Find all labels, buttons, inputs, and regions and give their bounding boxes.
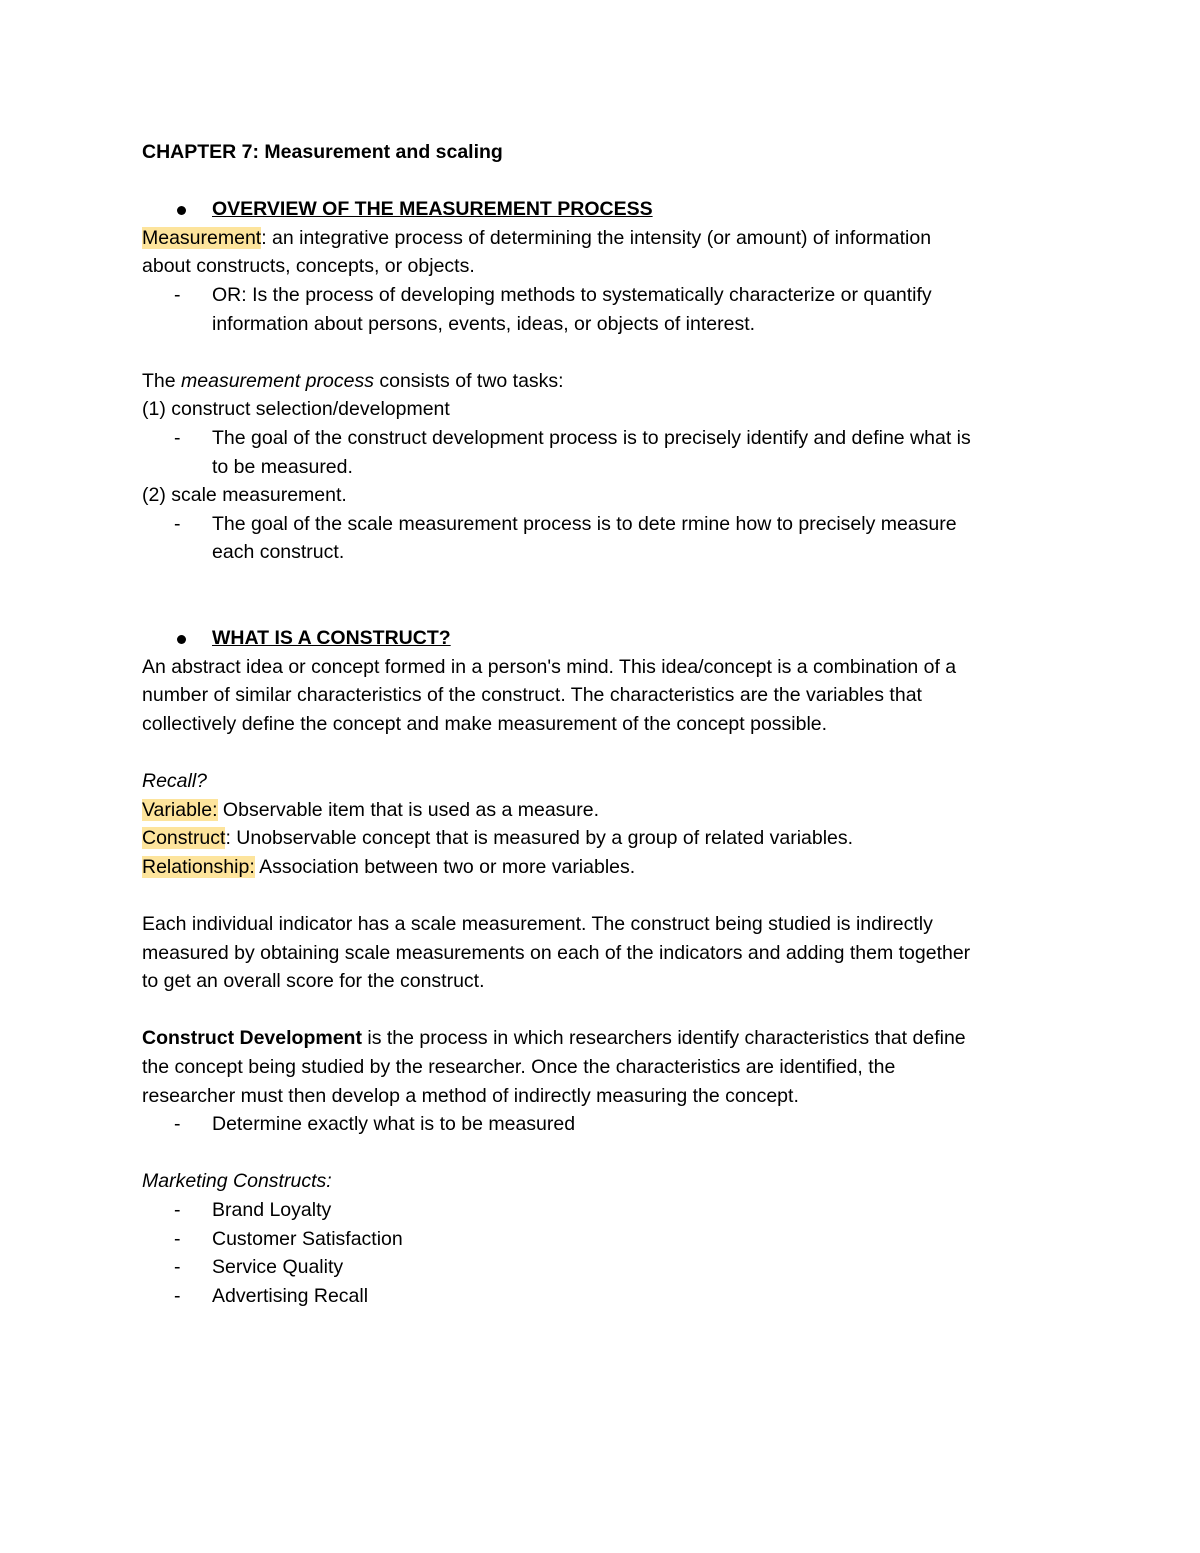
definition-text: Association between two or more variables. [254,855,636,878]
construct-development-line1 [142,1024,1072,1053]
chapter-title: CHAPTER 7: Measurement and scaling [142,141,503,163]
dash-marker: - [174,512,181,535]
construct-development-line2: the concept being studied by the researcher. Once the characteristics are identified, the [142,1056,896,1078]
dash-marker: - [174,283,181,306]
dash-item-determine [142,1110,1072,1139]
dash-text-line: each construct. [212,541,345,564]
dash-marker: - [174,426,181,449]
construct-para-line2: number of similar characteristics of the construct. The characteristics are the variables that [142,684,922,707]
dash-text-line: Determine exactly what is to be measured [212,1113,576,1136]
definition-text: : an integrative process of determining the intensity (or amount) of information [261,226,932,249]
list-item-text: Advertising Recall [212,1284,369,1307]
section-heading-text: OVERVIEW OF THE MEASUREMENT PROCESS [212,198,653,221]
bold-term: Construct Development [142,1027,362,1050]
list-item [142,1196,1072,1225]
list-item-text: Service Quality [212,1256,344,1279]
measurement-definition-line2: about constructs, concepts, or objects. [142,255,475,278]
task-1: (1) construct selection/development [142,398,450,421]
spacer [142,738,1072,767]
dash-text-line: information about persons, events, ideas, or objects of interest. [212,312,756,335]
spacer [142,338,1072,367]
construct-para-line3: collectively define the concept and make measurement of the concept possible. [142,712,828,735]
highlighted-term: Variable: [142,798,218,821]
spacer [142,567,1072,596]
highlighted-term: Construct [142,827,226,850]
spacer [142,1139,1072,1168]
document-content [142,138,1072,1310]
definition-text: is the process in which researchers identify characteristics that define [361,1027,966,1050]
bullet-icon [177,206,186,215]
list-item-text: Brand Loyalty [212,1198,332,1221]
dash-marker: - [174,1113,181,1136]
spacer [142,167,1072,196]
dash-item-task2 [142,510,1072,567]
highlighted-term: Relationship: [142,855,255,878]
text-run: The [142,369,182,392]
dash-text-line: The goal of the scale measurement process is to dete rmine how to precisely measure [212,512,957,535]
text-run: consists of two tasks: [373,369,564,392]
section-heading-overview [142,195,1072,224]
spacer [142,881,1072,910]
indicator-para-line2: measured by obtaining scale measurements on each of the indicators and adding them together [142,941,971,964]
construct-para-line1: An abstract idea or concept formed in a person's mind. This idea/concept is a combination of a [142,655,957,678]
bullet-icon [177,635,186,644]
indicator-para-line1: Each individual indicator has a scale measurement. The construct being studied is indirectly [142,913,933,936]
tasks-intro [142,367,1072,396]
relationship-definition [142,853,1072,882]
dash-marker: - [174,1256,181,1279]
construct-development-line3: researcher must then develop a method of indirectly measuring the concept. [142,1084,799,1107]
dash-item-or [142,281,1072,338]
dash-text-line: The goal of the construct development process is to precisely identify and define what is [212,426,971,449]
variable-definition [142,796,1072,825]
list-item [142,1253,1072,1282]
list-item-text: Customer Satisfaction [212,1227,403,1250]
section-heading-text: WHAT IS A CONSTRUCT? [212,627,451,650]
task-2: (2) scale measurement. [142,484,347,507]
dash-text-line: OR: Is the process of developing methods to systematically characterize or quantify [212,283,932,306]
list-item [142,1282,1072,1311]
dash-text-line: to be measured. [212,455,353,478]
marketing-constructs-heading: Marketing Constructs: [142,1170,332,1193]
indicator-para-line3: to get an overall score for the construct. [142,970,485,993]
construct-definition [142,824,1072,853]
section-heading-construct [142,624,1072,653]
list-item [142,1225,1072,1254]
definition-text: : Unobservable concept that is measured by a group of related variables. [225,827,854,850]
dash-marker: - [174,1227,181,1250]
italic-term: measurement process [181,369,374,392]
dash-item-task1 [142,424,1072,481]
dash-marker: - [174,1284,181,1307]
spacer [142,996,1072,1025]
definition-text: Observable item that is used as a measure. [217,798,600,821]
measurement-definition-line1 [142,224,1072,253]
spacer [142,596,1072,625]
dash-marker: - [174,1198,181,1221]
highlighted-term: Measurement [142,226,262,249]
recall-label: Recall? [142,770,208,793]
